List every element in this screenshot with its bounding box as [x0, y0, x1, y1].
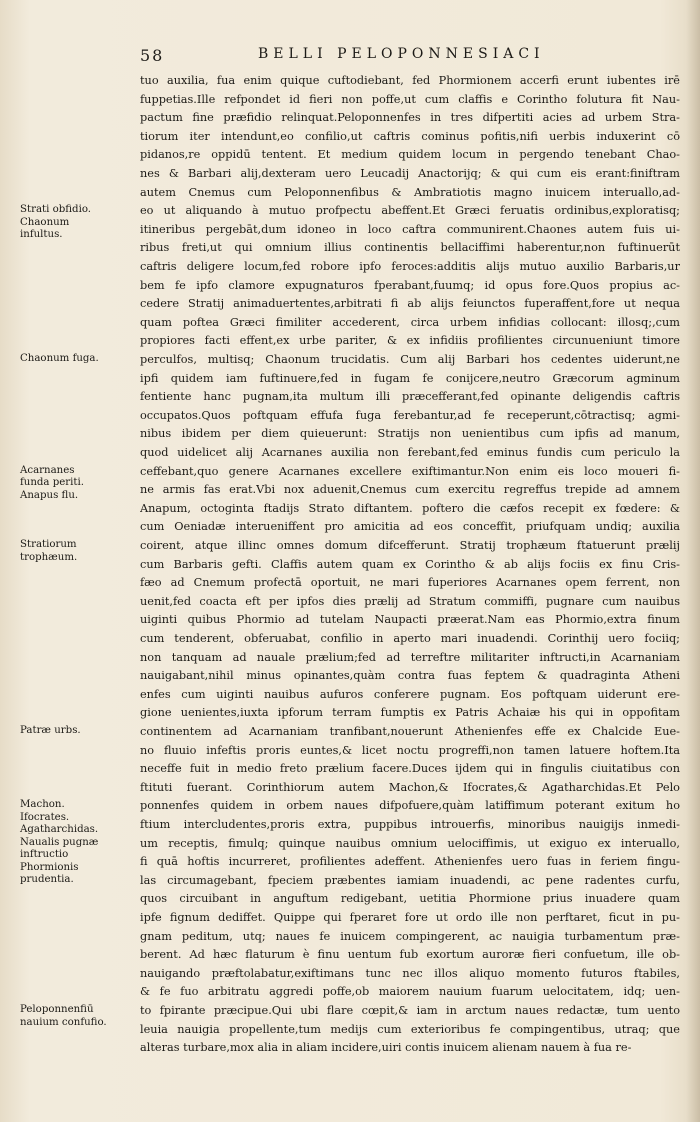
margin-note-line: Ifocrates.: [20, 811, 70, 823]
margin-note-line: Machon.: [20, 799, 65, 811]
text-line: caftris deligere locum,fed robore ipfo feroces:additis alijs mutuo auxilio Barbaris,ur: [140, 260, 680, 273]
text-line: nes & Barbari alij,dexteram uero Leucadij Anactorijq; & qui cum eis erant:finiftram: [140, 167, 680, 180]
text-line: perculfos, multisq; Chaonum trucidatis. Cum alij Barbari hos cedentes uiderunt,ne: [140, 353, 680, 366]
margin-note: [20, 799, 132, 887]
text-line: ftituti fuerant. Corinthiorum autem Machon,& Ifocrates,& Agatharchidas.Et Pelo: [140, 780, 680, 794]
margin-note-line: Phormionis: [20, 861, 79, 873]
text-line: occupatos.Quos poftquam effufa fuga ferebantur,ad fe receperunt,cōtractisq; agmi-: [140, 408, 680, 422]
text-line: leuia nauigia propellente,tum medijs cum exterioribus fe compingentibus, utraq; que: [140, 1022, 680, 1036]
text-line: ribus freti,ut qui omnium illius continentis bellaciffimi haberentur,non fuftinuerūt: [140, 241, 680, 255]
text-line: non tanquam ad nauale prælium;fed ad terreftre militariter inftructi,in Acarnaniam: [140, 650, 680, 664]
margin-note-line: nauium confufio.: [20, 1016, 107, 1028]
text-line: autem Cnemus cum Peloponnenfibus & Ambratiotis magno inuicem interuallo,ad-: [140, 185, 680, 199]
text-line: fi quā hoftis incurreret, profilientes adeffent. Athenienfes uero fuas in feriem fingu-: [140, 855, 680, 869]
margin-note-line: inftructio: [20, 849, 69, 861]
text-line: to fpirante præcipue.Qui ubi flare cœpit,& iam in arctum naues redactæ, tum uento: [140, 1004, 680, 1017]
margin-note-line: Agatharchidas.: [20, 824, 99, 836]
margin-note-line: infultus.: [20, 229, 63, 241]
text-line: quam poftea Græci fimiliter accederent, circa urbem infidias collocant: illosq;,cum: [140, 315, 680, 329]
text-line: enfes cum uiginti nauibus aufuros conferere pugnam. Eos poftquam uiderunt ere-: [140, 687, 680, 701]
text-line: fentiente hanc pugnam,ita multum illi præcefferant,fed opinante deligendis caftris: [140, 390, 680, 404]
margin-note: [20, 539, 132, 564]
margin-note-line: funda periti.: [20, 477, 84, 489]
text-line: eo ut aliquando à mutuo profpectu abeffent.Et Græci feruatis ordinibus,exploratisq;: [140, 204, 680, 218]
text-line: quos circuibant in anguftum redigebant, uetitia Phormione prius inuadere quam: [140, 892, 680, 906]
text-line: coirent, atque illinc omnes domum difcefferunt. Stratij trophæum ftatuerunt prælij: [140, 539, 680, 552]
text-line: ne armis fas erat.Vbi nox aduenit,Cnemus cum exercitu regreffus trepide ad amnem: [140, 483, 680, 497]
margin-note-line: Peloponnenfiū: [20, 1004, 94, 1015]
text-line: alteras turbare,mox alia in aliam incidere,uiri contis inuicem alienam nauem à fua re-: [140, 1041, 632, 1055]
margin-note-line: Patræ urbs.: [20, 725, 81, 736]
margin-note: [20, 725, 132, 738]
text-line: ipfe fignum dediffet. Quippe qui fperaret fore ut ordo ille non perftaret, ficut in pu-: [140, 911, 680, 924]
page-number: 58: [140, 46, 165, 65]
text-line: & fe fuo arbitratu aggredi poffe,ob maiorem nauium fuarum uelocitatem, idq; uen-: [140, 985, 680, 999]
text-line: propiores facti effent,ex urbe pariter, & ex infidiis profilientes circunueniunt timore: [140, 334, 680, 348]
text-line: tuo auxilia, fua enim quique cuftodiebant, fed Phormionem accerfi erunt iubentes irē: [140, 74, 680, 87]
running-head: BELLI PELOPONNESIACI: [258, 46, 545, 62]
text-line: cum Oeniadæ interueniffent pro amicitia ad eos conceffit, priufquam undiq; auxilia: [140, 520, 680, 534]
margin-note: [20, 1004, 132, 1029]
margin-note-line: Acarnanes: [20, 464, 75, 476]
margin-note-line: Stratiorum: [20, 539, 77, 550]
text-line: itineribus pergebāt,dum idoneo in loco caftra communirent.Chaones autem fuis ui-: [140, 222, 680, 236]
margin-note-line: Naualis pugnæ: [20, 836, 99, 848]
text-line: continentem ad Acarnaniam tranfibant,nouerunt Athenienfes effe ex Chalcide Eue-: [140, 725, 680, 738]
text-line: nauigando præftolabatur,exiftimans tunc nec illos aliquo momento futuros ftabiles,: [140, 966, 680, 980]
margin-note-line: Anapus flu.: [20, 489, 79, 501]
text-line: nauigabant,nihil minus opinantes,quàm contra fuas feptem & quadraginta Atheni: [140, 669, 680, 683]
text-line: pidanos,re oppidū tentent. Et medium quidem locum in pergendo tenebant Chao-: [140, 148, 680, 162]
text-line: gnam peditum, utq; naues fe inuicem compingerent, ac nauigia turbamentum præ-: [140, 929, 680, 943]
text-line: gione uenientes,iuxta ipforum terram fumptis ex Patris Achaiæ his qui in oppofitam: [140, 706, 680, 720]
text-line: um receptis, fimulq; quinque nauibus omnium uelociffimis, ut exiguo ex interuallo,: [140, 836, 680, 850]
margin-note-line: Chaonum: [20, 216, 70, 228]
margin-note-line: Chaonum fuga.: [20, 353, 99, 364]
text-line: ftium intercludentes,proris extra, puppibus introuerfis, minoribus nauigijs inmedi-: [140, 818, 680, 831]
page-header: [140, 46, 680, 70]
text-line: neceffe fuit in medio freto prælium facere.Duces ijdem qui in fingulis ciuitatibus con: [140, 762, 680, 776]
text-line: fuppetias.Ille refpondet id fieri non poffe,ut cum claffis e Corintho folutura fit Nau-: [140, 92, 680, 106]
text-line: ipfi quidem iam fuftinuere,fed in fugam fe conijcere,neutro Græcorum agminum: [140, 371, 680, 385]
margin-note-line: prudentia.: [20, 874, 74, 886]
page-gutter-shadow: [686, 0, 700, 1122]
text-line: las circumagebant, fpeciem præbentes iamiam inuadendi, ac pene radentes curfu,: [140, 873, 680, 887]
text-line: no fluuio infeftis proris euntes,& licet noctu progreffi,non tamen latuere hoftem.Ita: [140, 743, 680, 757]
text-line: ponnenfes quidem in orbem naues difpofuere,quàm latiffimum poterant exitum ho: [140, 799, 680, 813]
margin-note: [20, 353, 132, 366]
text-line: cum Barbaris gefti. Claffis autem quam ex Corintho & ab alijs fociis ex finu Cris-: [140, 557, 680, 571]
text-line: pactum fine præfidio relinquat.Peloponnenfes in tres difpertiti acies ad urbem Stra-: [140, 111, 680, 125]
text-line: bem fe ipfo clamore expugnaturos fperabant,fuumq; id opus fore.Quos propius ac-: [140, 278, 680, 292]
margin-note-line: trophæum.: [20, 551, 78, 563]
text-line: cedere Stratij animaduertentes,arbitrati fi ab alijs feiunctos fuperaffent,fore ut nequa: [140, 297, 680, 311]
text-line: nibus ibidem per diem quieuerunt: Stratijs non uenientibus cum ipfis ad manum,: [140, 427, 680, 441]
text-line: uiginti quibus Phormio ad tutelam Naupacti præerat.Nam eas Phormio,extra finum: [140, 613, 680, 627]
margin-note: [20, 465, 132, 503]
text-line: ceffebant,quo genere Acarnanes excellere exiftimantur.Non enim eis loco moueri fi-: [140, 464, 680, 478]
text-line: uenit,fed coacta eft per ipfos dies prælij ad Stratum commiffi, pugnare cum nauibus: [140, 594, 680, 608]
margin-note-line: Strati obfidio.: [20, 204, 92, 216]
text-line: cum tenderent, obferuabat, confilio in aperto mari inuadendi. Corinthij uero fociiq;: [140, 632, 680, 645]
text-line: quod uidelicet alij Acarnanes auxilia non ferebant,fed eminus fundis cum periculo la: [140, 446, 680, 459]
text-line: berent. Ad hæc flaturum è finu uentum fub exortum auroræ fieri confuetum, ille ob-: [140, 948, 680, 962]
margin-note: [20, 204, 132, 242]
text-line: Anapum, octoginta ftadijs Strato diftantem. poftero die cæfos recepit ex fœdere: &: [140, 501, 680, 515]
text-line: fæo ad Cnemum profectā oportuit, ne mari fuperiores Acarnanes opem ferrent, non: [140, 576, 680, 590]
text-line: tiorum iter intendunt,eo confilio,ut caftris cominus pofitis,nifi uerbis induxerint cō: [140, 129, 680, 143]
